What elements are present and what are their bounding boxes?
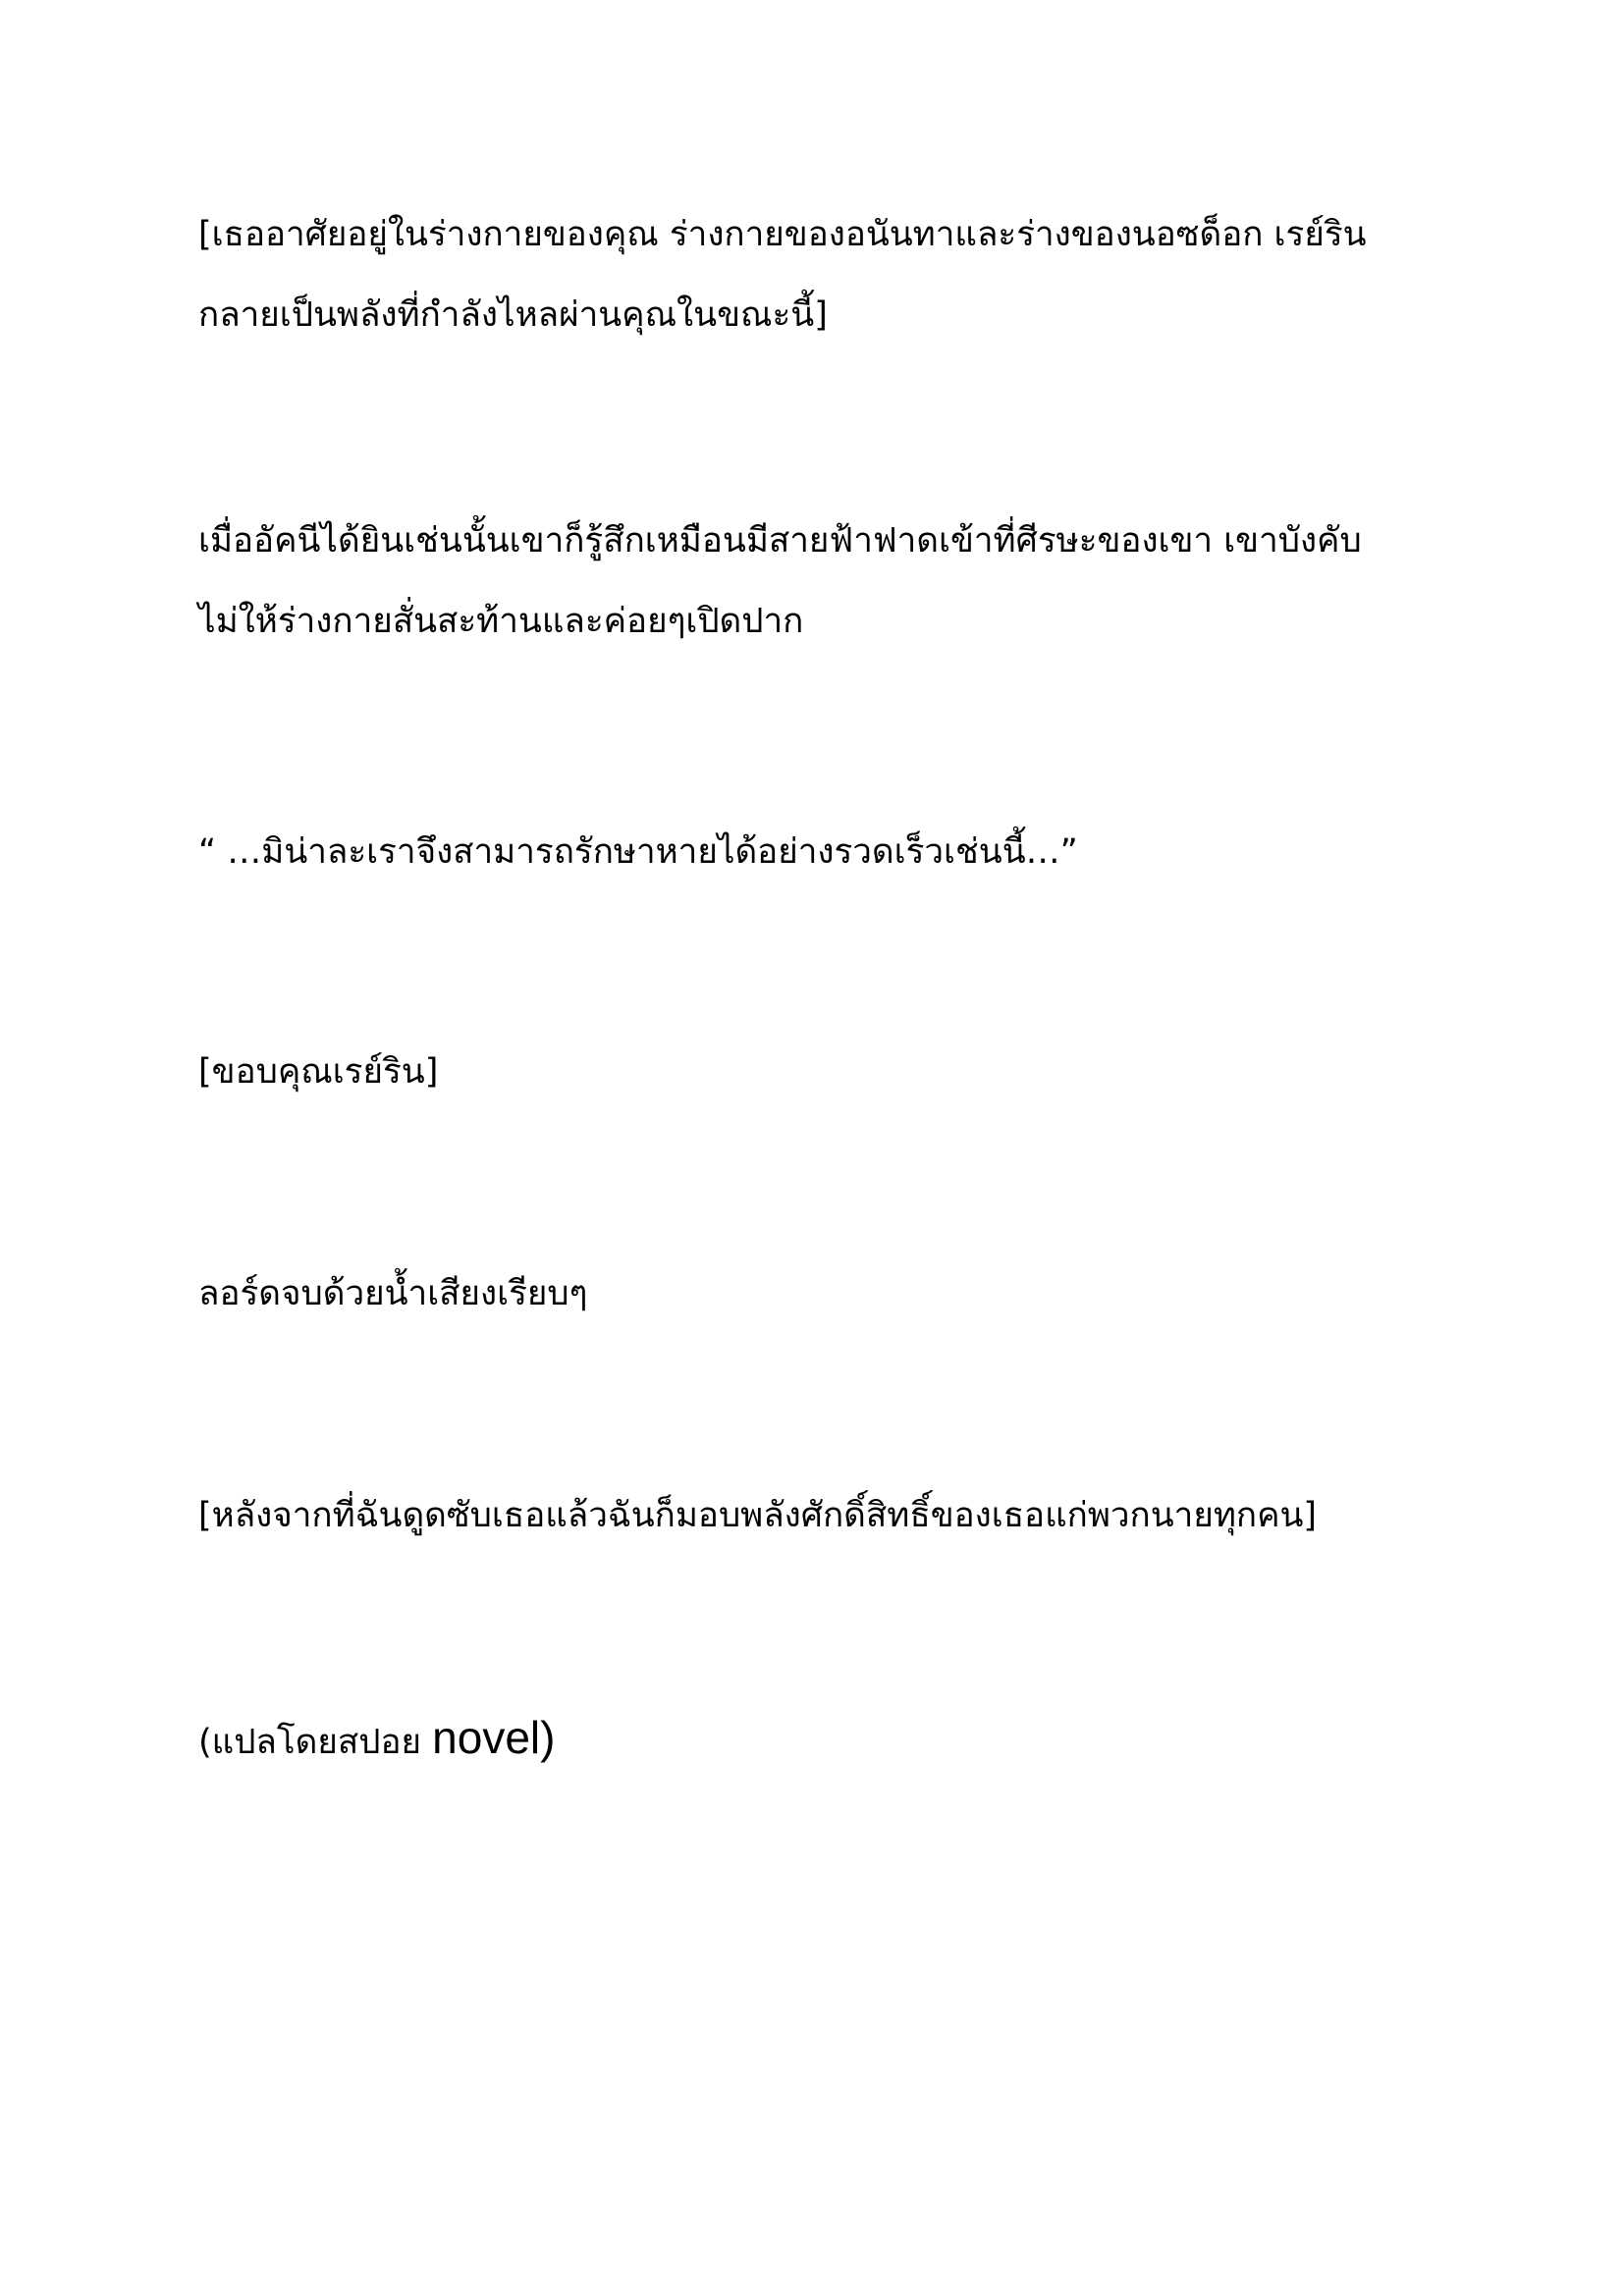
paragraph-line: ลอร์ดจบด้วยน้ำเสียงเรียบๆ bbox=[198, 1274, 588, 1313]
paragraph-line: [หลังจากที่ฉันดูดซับเธอแล้วฉันก็มอบพลังศักดิ์สิทธิ์ของเธอแก่พวกนายทุกคน] bbox=[198, 1496, 1318, 1535]
paragraph-line: [เธออาศัยอยู่ในร่างกายของคุณ ร่างกายของอนันทาและร่างของนอซด็อก เรย์ริน bbox=[198, 215, 1367, 254]
credit-line bbox=[198, 1697, 1435, 1783]
paragraph-line: ไม่ให้ร่างกายสั่นสะท้านและค่อยๆเปิดปาก bbox=[198, 602, 804, 641]
credit-latin-text: novel) bbox=[432, 1712, 556, 1763]
translator-credit bbox=[198, 1697, 1435, 1783]
paragraph-line: [ขอบคุณเรย์ริน] bbox=[198, 1052, 439, 1092]
paragraph-line: เมื่ออัคนีได้ยินเช่นนั้นเขาก็รู้สึกเหมือนมีสายฟ้าฟาดเข้าที่ศีรษะของเขา เขาบังคับ bbox=[198, 521, 1362, 561]
paragraph-line: กลายเป็นพลังที่กำลังไหลผ่านคุณในขณะนี้] bbox=[198, 295, 828, 335]
paragraph-3-dialogue bbox=[198, 812, 1435, 892]
credit-thai-text: (แปลโดยสปอย bbox=[198, 1723, 433, 1762]
paragraph-line: “ …มิน่าละเราจึงสามารถรักษาหายได้อย่างรวดเร็วเช่นนี้…” bbox=[198, 832, 1078, 872]
paragraph-1 bbox=[198, 194, 1435, 355]
paragraph-5 bbox=[198, 1254, 1435, 1334]
paragraph-4 bbox=[198, 1032, 1435, 1112]
paragraph-6 bbox=[198, 1475, 1435, 1556]
paragraph-2 bbox=[198, 501, 1435, 662]
